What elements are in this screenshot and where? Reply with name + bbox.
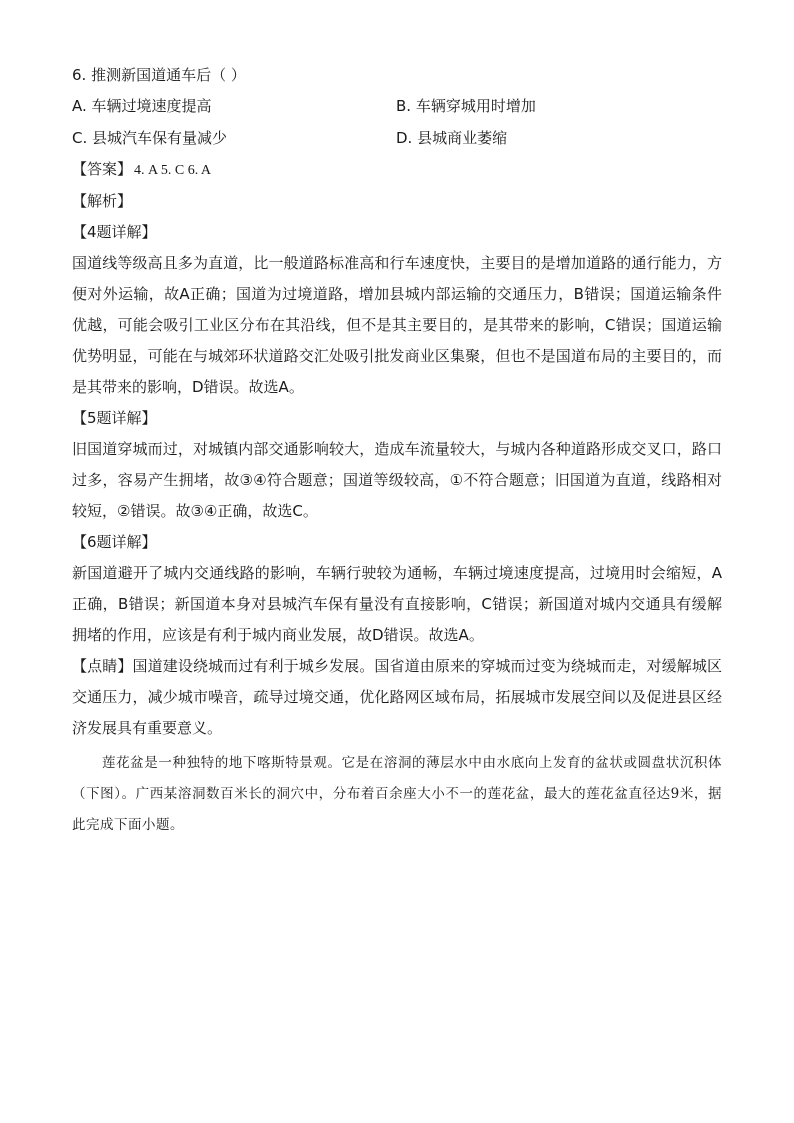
question-6-stem: 6. 推测新国道通车后（ ） [72,66,246,84]
highlight-paragraph [72,651,722,744]
answer-values: 4. A 5. C 6. A [134,163,212,178]
option-a: A. 车辆过境速度提高 [72,97,212,115]
options-row-ab [72,90,722,122]
option-b: B. 车辆穿城用时增加 [396,97,536,115]
options-row-cd [72,122,722,154]
answer-label: 【答案】 [72,160,133,178]
detail-5-text: 旧国道穿城而过，对城镇内部交通影响较大，造成车流量较大，与城内各种道路形成交叉口，路口过多，容易产生拥堵，故③④符合题意；国道等级较高，①不符合题意；旧国道为直道，线路相对较短，②错误。故③④正确，故选C。 [72,440,722,520]
option-d: D. 县城商业萎缩 [396,129,508,147]
detail-6-text: 新国道避开了城内交通线路的影响，车辆行驶较为通畅，车辆过境速度提高，过境用时会缩短，A正确，B错误；新国道本身对县城汽车保有量没有直接影响，C错误；新国道对城内交通具有缓解拥堵的作用，应该是有利于城内商业发展，故D错误。故选A。 [72,564,722,644]
option-c: C. 县城汽车保有量减少 [72,129,228,147]
detail-4-heading: 【4题详解】 [72,223,157,241]
highlight-label: 【点睛】 [72,657,133,675]
detail-6-heading: 【6题详解】 [72,533,157,551]
answer-line [72,154,722,186]
analysis-label: 【解析】 [72,192,133,210]
detail-4-text: 国道线等级高且多为直道，比一般道路标准高和行车速度快，主要目的是增加道路的通行能力，方便对外运输，故A正确；国道为过境道路，增加县城内部运输的交通压力，B错误；国道运输条件优越，可能会吸引工业区分布在其沿线，但不是其主要目的，是其带来的影响，C错误；国道运输优势明显，可能在与城郊环状道路交汇处吸引批发商业区集聚，但也不是国道布局的主要目的，而是其带来的影响，D错误。故选A。 [72,254,722,396]
detail-5-heading: 【5题详解】 [72,409,157,427]
document-page [72,60,722,841]
reading-passage: 莲花盆是一种独特的地下喀斯特景观。它是在溶洞的薄层水中由水底向上发育的盆状或圆盘状沉积体（下图）。广西某溶洞数百米长的洞穴中，分布着百余座大小不一的莲花盆，最大的莲花盆直径达9米，据此完成下面小题。 [72,755,722,833]
highlight-text: 国道建设绕城而过有利于城乡发展。国省道由原来的穿城而过变为绕城而走，对缓解城区交通压力，减少城市噪音，疏导过境交通，优化路网区域布局，拓展城市发展空间以及促进县区经济发展具有重要意义。 [72,657,722,737]
